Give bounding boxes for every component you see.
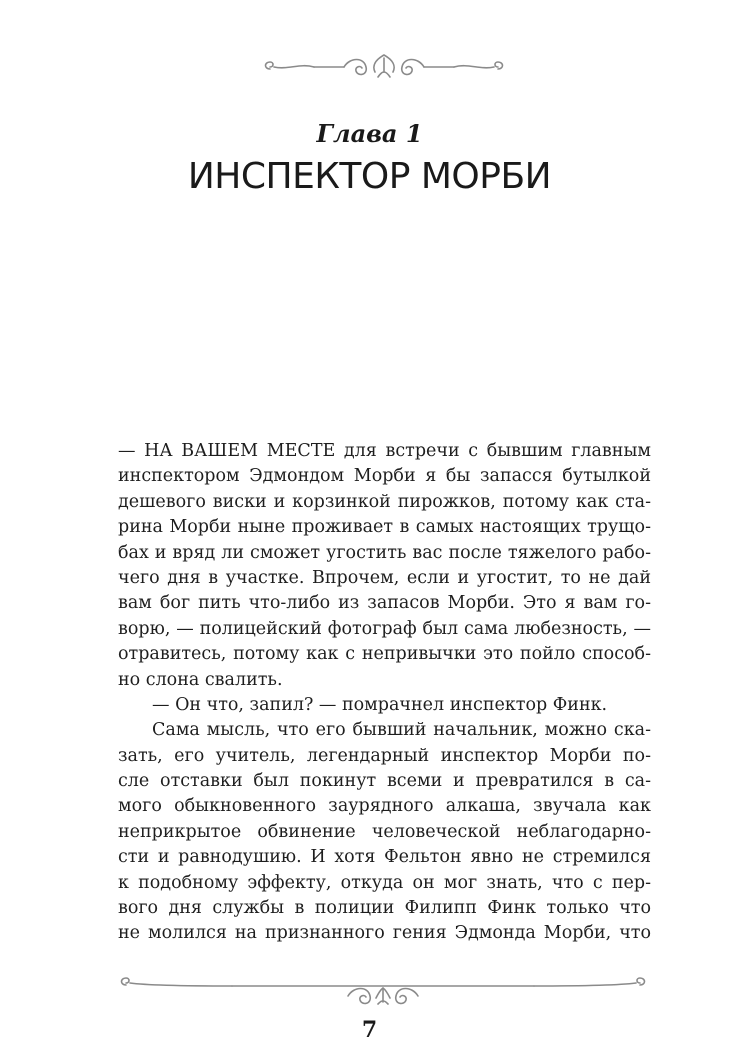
chapter-label: Глава 1 (316, 119, 423, 148)
text-line: — НА ВАШЕМ МЕСТЕ для встречи с бывшим главным (118, 441, 651, 461)
text-line: бах и вряд ли сможет угостить вас после тяжелого рабо- (118, 542, 651, 563)
text-line: чего дня в участке. Впрочем, если и угостит, то не дай (118, 567, 651, 588)
text-line: Сама мысль, что его бывший начальник, можно ска- (152, 720, 651, 741)
text-line: ворю, — полицейский фотограф был сама любезность, — (118, 618, 651, 639)
text-line: не молился на признанного гения Эдмонда Морби, что (118, 923, 651, 944)
text-line: вого дня службы в полиции Филипп Финк только что (118, 898, 651, 919)
text-line: рина Морби ныне проживает в самых настоящих трущо- (118, 517, 651, 538)
text-line: вам бог пить что-либо из запасов Морби. Это я вам го- (118, 593, 651, 614)
chapter-title: ИНСПЕКТОР МОРБИ (187, 156, 552, 197)
text-line: — Он что, запил? — помрачнел инспектор Финк. (152, 694, 608, 715)
text-line: к подобному эффекту, откуда он мог знать, что с пер- (118, 872, 651, 893)
text-line: но слона свалить. (118, 669, 283, 690)
text-line: инспектором Эдмондом Морби я бы запасся бутылкой (118, 466, 651, 487)
bottom-ornament (112, 970, 654, 1010)
text-line: зать, его учитель, легендарный инспектор Морби по- (118, 745, 651, 766)
text-line: дешевого виски и корзинкой пирожков, потому как ста- (118, 491, 651, 512)
text-line: отравитесь, потому как с непривычки это пойло способ- (118, 644, 651, 665)
page-number: 7 (361, 1017, 378, 1043)
text-line: мого обыкновенного заурядного алкаша, звучала как (118, 796, 651, 817)
text-line: сти и равнодушию. И хотя Фельтон явно не стремился (118, 847, 651, 868)
text-line: сле отставки был покинут всеми и превратился в са- (118, 771, 651, 792)
text-line: неприкрытое обвинение человеческой неблагодарно- (118, 821, 651, 842)
body-text (118, 439, 651, 947)
top-ornament (258, 50, 510, 84)
